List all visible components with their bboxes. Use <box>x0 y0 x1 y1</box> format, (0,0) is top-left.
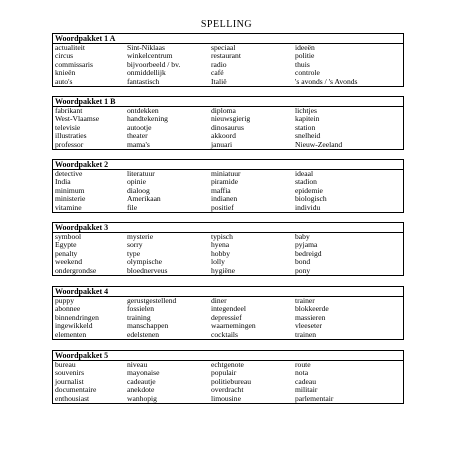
word: speciaal <box>211 43 236 52</box>
packet-heading: Woordpakket 3 <box>53 223 403 233</box>
word: hygiëne <box>211 265 236 275</box>
word-row <box>53 78 403 86</box>
word: theater <box>127 131 148 141</box>
word-row <box>53 61 403 69</box>
word: ingewikkeld <box>55 321 93 331</box>
word: trainer <box>295 296 315 305</box>
word: radio <box>211 59 227 69</box>
word: 's avonds / 's Avonds <box>295 76 358 86</box>
word: ontdekken <box>127 106 159 115</box>
packet-heading: Woordpakket 1 B <box>53 97 403 107</box>
word: ideeën <box>295 43 315 52</box>
word: januari <box>211 139 233 149</box>
word: indianen <box>211 194 238 204</box>
word: enthousiast <box>55 393 90 403</box>
word: ministerie <box>55 194 86 204</box>
word: restaurant <box>211 51 241 61</box>
word: niveau <box>127 360 148 369</box>
word: politie <box>295 51 315 61</box>
word: opinie <box>127 177 146 187</box>
word: detective <box>55 169 83 178</box>
word-row <box>53 52 403 60</box>
word: India <box>55 177 71 187</box>
word: weekend <box>55 257 82 267</box>
word: binnendringen <box>55 312 99 322</box>
word: diploma <box>211 106 236 115</box>
packet-heading: Woordpakket 1 A <box>53 34 403 44</box>
word-row <box>53 395 403 403</box>
word: Egypte <box>55 240 77 250</box>
word: illustraties <box>55 131 87 141</box>
word: bureau <box>55 360 76 369</box>
word-packet <box>52 222 404 276</box>
word: integendeel <box>211 304 246 314</box>
word: hobby <box>211 248 230 258</box>
word: cadeau <box>295 376 317 386</box>
word: cadeautje <box>127 376 156 386</box>
word: limousine <box>211 393 241 403</box>
word: bloednerveus <box>127 265 168 275</box>
word: West-Vlaamse <box>55 114 100 124</box>
word: positief <box>211 202 234 212</box>
word: blokkeerde <box>295 304 329 314</box>
word: journalist <box>55 376 84 386</box>
word: politiebureau <box>211 376 252 386</box>
word: pony <box>295 265 311 275</box>
word: echtgenote <box>211 360 244 369</box>
word: dinosaurus <box>211 122 244 132</box>
word-packet <box>52 350 404 404</box>
word: Italië <box>211 76 227 86</box>
packet-heading: Woordpakket 2 <box>53 160 403 170</box>
word: café <box>211 68 224 78</box>
word: kapitein <box>295 114 320 124</box>
word: bijvoorbeeld / bv. <box>127 59 181 69</box>
word: controle <box>295 68 320 78</box>
word: type <box>127 248 141 258</box>
word: lolly <box>211 257 225 267</box>
word: populair <box>211 368 237 378</box>
word: diner <box>211 296 227 305</box>
word: anekdote <box>127 385 155 395</box>
word: fantastisch <box>127 76 160 86</box>
word: cocktails <box>211 329 238 339</box>
word-row <box>53 141 403 149</box>
word: actualiteit <box>55 43 85 52</box>
word: televisie <box>55 122 81 132</box>
word-packet <box>52 96 404 150</box>
word: knieën <box>55 68 76 78</box>
word: winkelcentrum <box>127 51 173 61</box>
word: trainen <box>295 329 317 339</box>
word: onmiddellijk <box>127 68 166 78</box>
word: mama's <box>127 139 150 149</box>
word-packet <box>52 33 404 87</box>
packet-heading: Woordpakket 4 <box>53 287 403 297</box>
page-title: SPELLING <box>200 19 253 30</box>
word: waarnemingen <box>211 321 256 331</box>
word: Sint-Niklaas <box>127 43 165 52</box>
word-row <box>53 250 403 258</box>
word: bond <box>295 257 311 267</box>
word: route <box>295 360 311 369</box>
word: typisch <box>211 232 233 241</box>
word: miniatuur <box>211 169 241 178</box>
word: mysterie <box>127 232 154 241</box>
word: massieren <box>295 312 326 322</box>
word: thuis <box>295 59 310 69</box>
word: elementen <box>55 329 87 339</box>
word: abonnee <box>55 304 81 314</box>
word: minimum <box>55 185 85 195</box>
word: dialoog <box>127 185 150 195</box>
packet-heading: Woordpakket 5 <box>53 351 403 361</box>
word: auto's <box>55 76 73 86</box>
word: vleeseter <box>295 321 322 331</box>
word: Nieuw-Zeeland <box>295 139 343 149</box>
word: pyjama <box>295 240 318 250</box>
word: Amerikaan <box>127 194 161 204</box>
word: fabrikant <box>55 106 83 115</box>
word: documentaire <box>55 385 97 395</box>
word: sorry <box>127 240 143 250</box>
word-packet <box>52 159 404 213</box>
word: station <box>295 122 316 132</box>
word-row <box>53 331 403 339</box>
word: penalty <box>55 248 78 258</box>
word: militair <box>295 385 318 395</box>
word: edelstenen <box>127 329 160 339</box>
word: biologisch <box>295 194 327 204</box>
word: vitamine <box>55 202 82 212</box>
word: training <box>127 312 151 322</box>
word: individu <box>295 202 321 212</box>
word: stadion <box>295 177 317 187</box>
word: snelheid <box>295 131 321 141</box>
word: baby <box>295 232 310 241</box>
word: nieuwsgierig <box>211 114 251 124</box>
word-packet <box>52 286 404 340</box>
word-row <box>53 204 403 212</box>
word: puppy <box>55 296 74 305</box>
word: maffia <box>211 185 231 195</box>
word: fossielen <box>127 304 154 314</box>
word: gerustgestellend <box>127 296 177 305</box>
word: bedreigd <box>295 248 322 258</box>
word-row <box>53 267 403 275</box>
word: overdracht <box>211 385 244 395</box>
word: lichtjes <box>295 106 317 115</box>
word: mayonaise <box>127 368 160 378</box>
word: parlementair <box>295 393 334 403</box>
word: nota <box>295 368 309 378</box>
word: souvenirs <box>55 368 85 378</box>
word: file <box>127 202 138 212</box>
word: wanhopig <box>127 393 157 403</box>
word: depressief <box>211 312 242 322</box>
word: autootje <box>127 122 152 132</box>
word: ondergrondse <box>55 265 97 275</box>
word: piramide <box>211 177 238 187</box>
word: hyena <box>211 240 230 250</box>
word: olympische <box>127 257 163 267</box>
word: epidemie <box>295 185 323 195</box>
word: handtekening <box>127 114 168 124</box>
word: akkoord <box>211 131 236 141</box>
word: circus <box>55 51 74 61</box>
word: commissaris <box>55 59 93 69</box>
word: ideaal <box>295 169 314 178</box>
word: symbool <box>55 232 82 241</box>
word: literatuur <box>127 169 155 178</box>
word: manschappen <box>127 321 169 331</box>
word: professor <box>55 139 84 149</box>
